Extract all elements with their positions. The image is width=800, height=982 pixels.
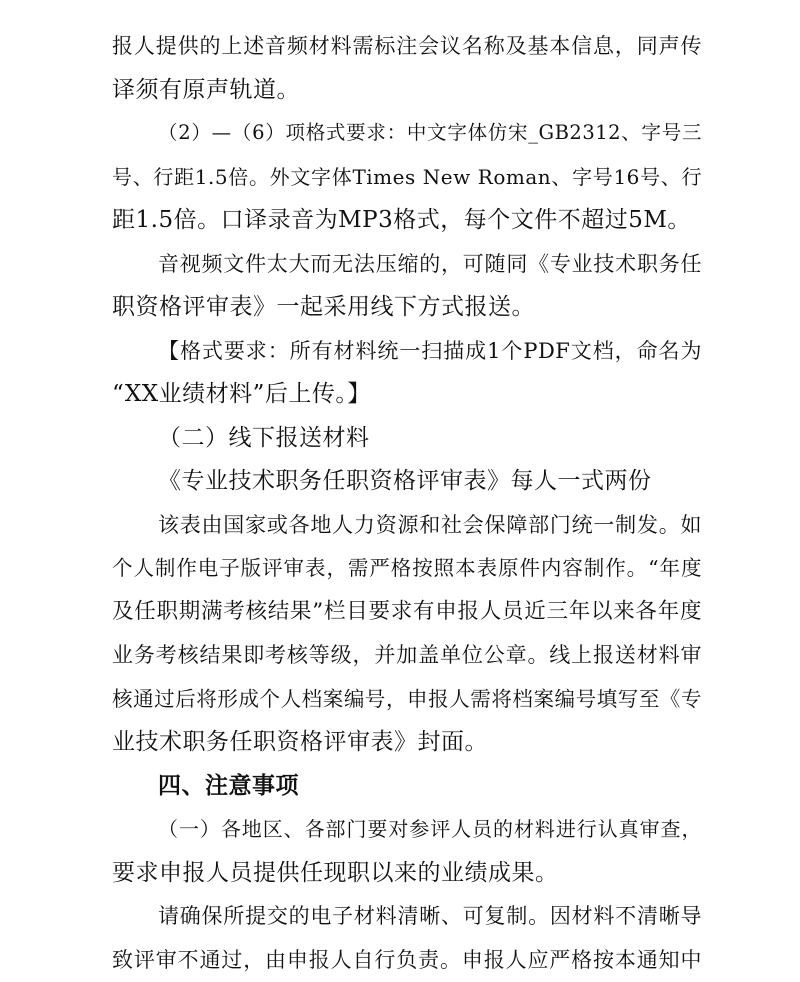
text-line: （一）各地区、各部门要对参评人员的材料进行认真审查，: [158, 817, 702, 841]
section-heading: 四、注意事项: [158, 772, 299, 799]
text-line: 核通过后将形成个人档案编号，申报人需将档案编号填写至《专: [112, 686, 702, 711]
text-line: 《专业技术职务任职资格评审表》每人一式两份: [158, 468, 652, 494]
text-line: 要求申报人员提供任现职以来的业绩成果。: [112, 859, 559, 886]
text-line: 号、行距1.5倍。外文字体Times New Roman、字号16号、行: [112, 164, 702, 189]
text-line: “XX业绩材料”后上传。】: [112, 381, 371, 407]
text-line: 【格式要求：所有材料统一扫描成1个PDF文档，命名为: [158, 338, 702, 363]
text-line: 个人制作电子版评审表，需严格按照本表原件内容制作。“年度: [112, 556, 702, 580]
text-line: 及任职期满考核结果”栏目要求有申报人员近三年以来各年度: [112, 598, 702, 624]
text-line: 报人提供的上述音频材料需标注会议名称及基本信息，同声传: [112, 34, 702, 58]
text-line: （二）线下报送材料: [158, 424, 370, 451]
text-line: 音视频文件太大而无法压缩的，可随同《专业技术职务任: [158, 251, 702, 276]
text-line: 职资格评审表》一起采用线下方式报送。: [112, 294, 535, 320]
text-line: 距1.5倍。口译录音为MP3格式，每个文件不超过5M。: [112, 207, 691, 233]
text-line: 业务考核结果即考核等级，并加盖单位公章。线上报送材料审: [112, 643, 702, 667]
text-line: 业技术职务任职资格评审表》封面。: [112, 729, 488, 755]
text-line: 请确保所提交的电子材料清晰、可复制。因材料不清晰导: [158, 904, 702, 928]
text-line: 译须有原声轨道。: [112, 76, 300, 103]
text-line: （2）—（6）项格式要求：中文字体仿宋_GB2312、字号三: [158, 121, 702, 144]
text-line: 该表由国家或各地人力资源和社会保障部门统一制发。如: [158, 512, 702, 537]
text-line: 致评审不通过，由申报人自行负责。申报人应严格按本通知中: [112, 947, 702, 972]
